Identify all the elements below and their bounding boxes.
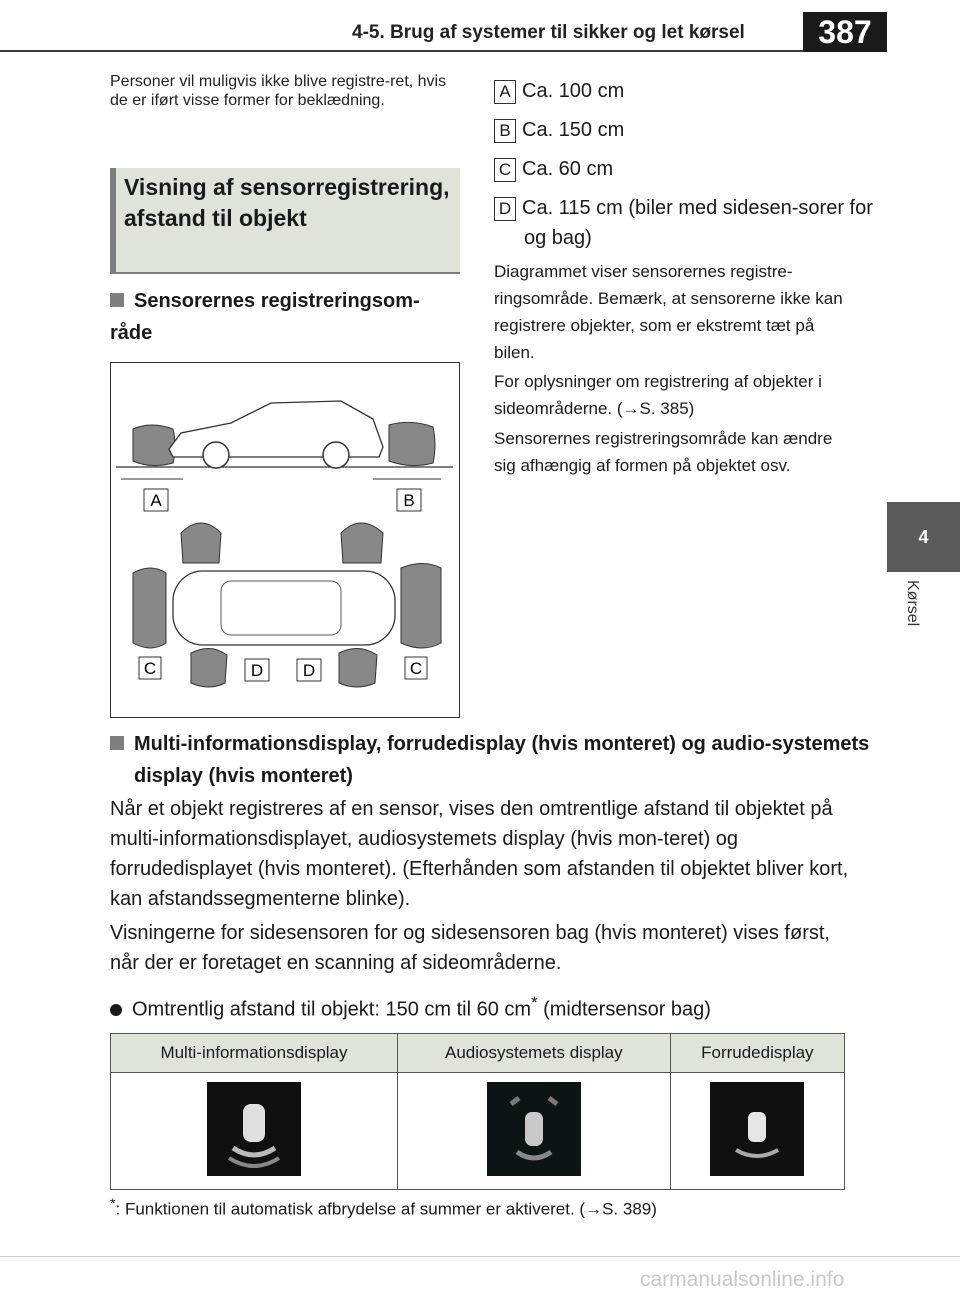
section2-paragraph-2: Visningerne for sidesensoren for og sidesensoren bag (hvis monteret) vises først, når der er foretaget en scanning af sideområderne. xyxy=(110,922,830,974)
legend-key-a: A xyxy=(494,80,516,104)
rear-left-corner-zone xyxy=(341,523,383,563)
legend-text-c: Ca. 60 cm xyxy=(522,158,614,180)
legend-key-c: C xyxy=(494,158,516,182)
section2-paragraph-1: Når et objekt registreres af en sensor, vises den omtrentlige afstand til objektet på multi-informationsdisplayet, audiosystemets display (hvis mon-teret) og forrudedisplayet (hvis monteret). (Efterhånden som afstanden til objektet bliver kort, kan afstandssegmenterne blinke). xyxy=(110,798,849,910)
footer-divider xyxy=(0,1256,960,1257)
distance-bullet-tail: (midtersensor bag) xyxy=(537,998,711,1021)
info-box-stripe xyxy=(110,168,116,274)
windshield-display-image xyxy=(710,1082,804,1176)
legend-text-d: Ca. 115 cm (biler med sidesen-sorer for og bag) xyxy=(522,197,873,249)
sensor-range-diagram xyxy=(110,362,460,718)
table-header-row xyxy=(111,1034,845,1073)
table-row xyxy=(111,1073,845,1190)
footnote-star: * xyxy=(110,1196,116,1212)
label-c-left: C xyxy=(143,659,157,678)
windshield-display-cell xyxy=(670,1073,844,1190)
intro-paragraph: Personer vil muligvis ikke blive registre-ret, hvis de er iført visse former for beklædning. xyxy=(110,73,447,109)
label-d-left: D xyxy=(250,661,264,680)
front-range-top xyxy=(133,568,166,648)
front-left-corner-zone xyxy=(181,523,221,563)
footnote xyxy=(110,1196,850,1220)
chapter-tab-label: Kørsel xyxy=(904,580,921,627)
distance-bullet-text: Omtrentlig afstand til objekt: 150 cm til 60 cm xyxy=(132,998,532,1021)
legend-item-a xyxy=(494,76,854,106)
car-side-view xyxy=(169,401,383,457)
info-box-title: Visning af sensorregistrering, afstand til objekt xyxy=(124,174,450,231)
watermark: carmanualsonline.info xyxy=(640,1268,845,1291)
footnote-marker: * xyxy=(531,993,538,1012)
legend-item-d xyxy=(494,193,884,253)
multi-info-display-cell xyxy=(111,1073,398,1190)
legend-item-c xyxy=(494,154,854,184)
header-divider xyxy=(0,50,887,52)
chapter-tab-number[interactable]: 4 xyxy=(887,502,960,572)
label-d-right: D xyxy=(302,661,316,680)
section2-heading-text: Multi-informationsdisplay, forrudedisplay (hvis monteret) og audio-systemets display (hvis monteret) xyxy=(134,733,870,787)
distance-bullet xyxy=(110,988,850,1025)
legend-key-d: D xyxy=(494,197,516,221)
square-bullet-icon xyxy=(110,293,124,307)
page-number: 387 xyxy=(803,12,887,52)
section1-heading xyxy=(110,285,460,349)
label-b: B xyxy=(403,491,415,510)
square-bullet-icon xyxy=(110,736,124,750)
chapter-tab[interactable] xyxy=(887,572,960,652)
car-roof xyxy=(221,581,341,635)
table-header-audio: Audiosystemets display xyxy=(397,1034,670,1073)
audio-display-cell xyxy=(397,1073,670,1190)
note-paragraph-3: Sensorernes registreringsområde kan ændre sig afhængig af formen på objektet osv. xyxy=(494,429,833,475)
info-box-underline xyxy=(110,272,460,274)
note-paragraph-1: Diagrammet viser sensorernes registre-ringsområde. Bemærk, at sensorerne ikke kan registrere objekter, som er ekstremt tæt på bilen. xyxy=(494,262,843,362)
legend-text-b: Ca. 150 cm xyxy=(522,119,625,141)
section1-heading-text: Sensorernes registreringsom-råde xyxy=(110,290,420,344)
label-a: A xyxy=(150,491,162,510)
bullet-dot-icon xyxy=(110,1004,122,1016)
table-header-multi-info: Multi-informationsdisplay xyxy=(111,1034,398,1073)
section2-heading xyxy=(110,728,874,792)
label-c-right: C xyxy=(409,659,423,678)
display-table xyxy=(110,1033,845,1190)
legend-key-b: B xyxy=(494,119,516,143)
legend-item-b xyxy=(494,115,854,145)
multi-info-display-image xyxy=(207,1082,301,1176)
front-right-side-zone xyxy=(191,648,227,687)
audio-display-image xyxy=(487,1082,581,1176)
rear-right-side-zone xyxy=(339,648,377,687)
table-header-windshield: Forrudedisplay xyxy=(670,1034,844,1073)
rear-range-zone xyxy=(389,422,435,465)
rear-wheel xyxy=(323,442,349,468)
front-wheel xyxy=(203,442,229,468)
footnote-text[interactable]: : Funktionen til automatisk afbrydelse af summer er aktiveret. (→S. 389) xyxy=(115,1199,657,1219)
front-range-zone xyxy=(133,425,175,466)
rear-range-top xyxy=(401,564,441,649)
legend-text-a: Ca. 100 cm xyxy=(522,80,625,102)
section-title: 4-5. Brug af systemer til sikker og let kørsel xyxy=(352,22,745,43)
note-paragraph-2[interactable]: For oplysninger om registrering af objekter i sideområderne. (→S. 385) xyxy=(494,372,822,418)
